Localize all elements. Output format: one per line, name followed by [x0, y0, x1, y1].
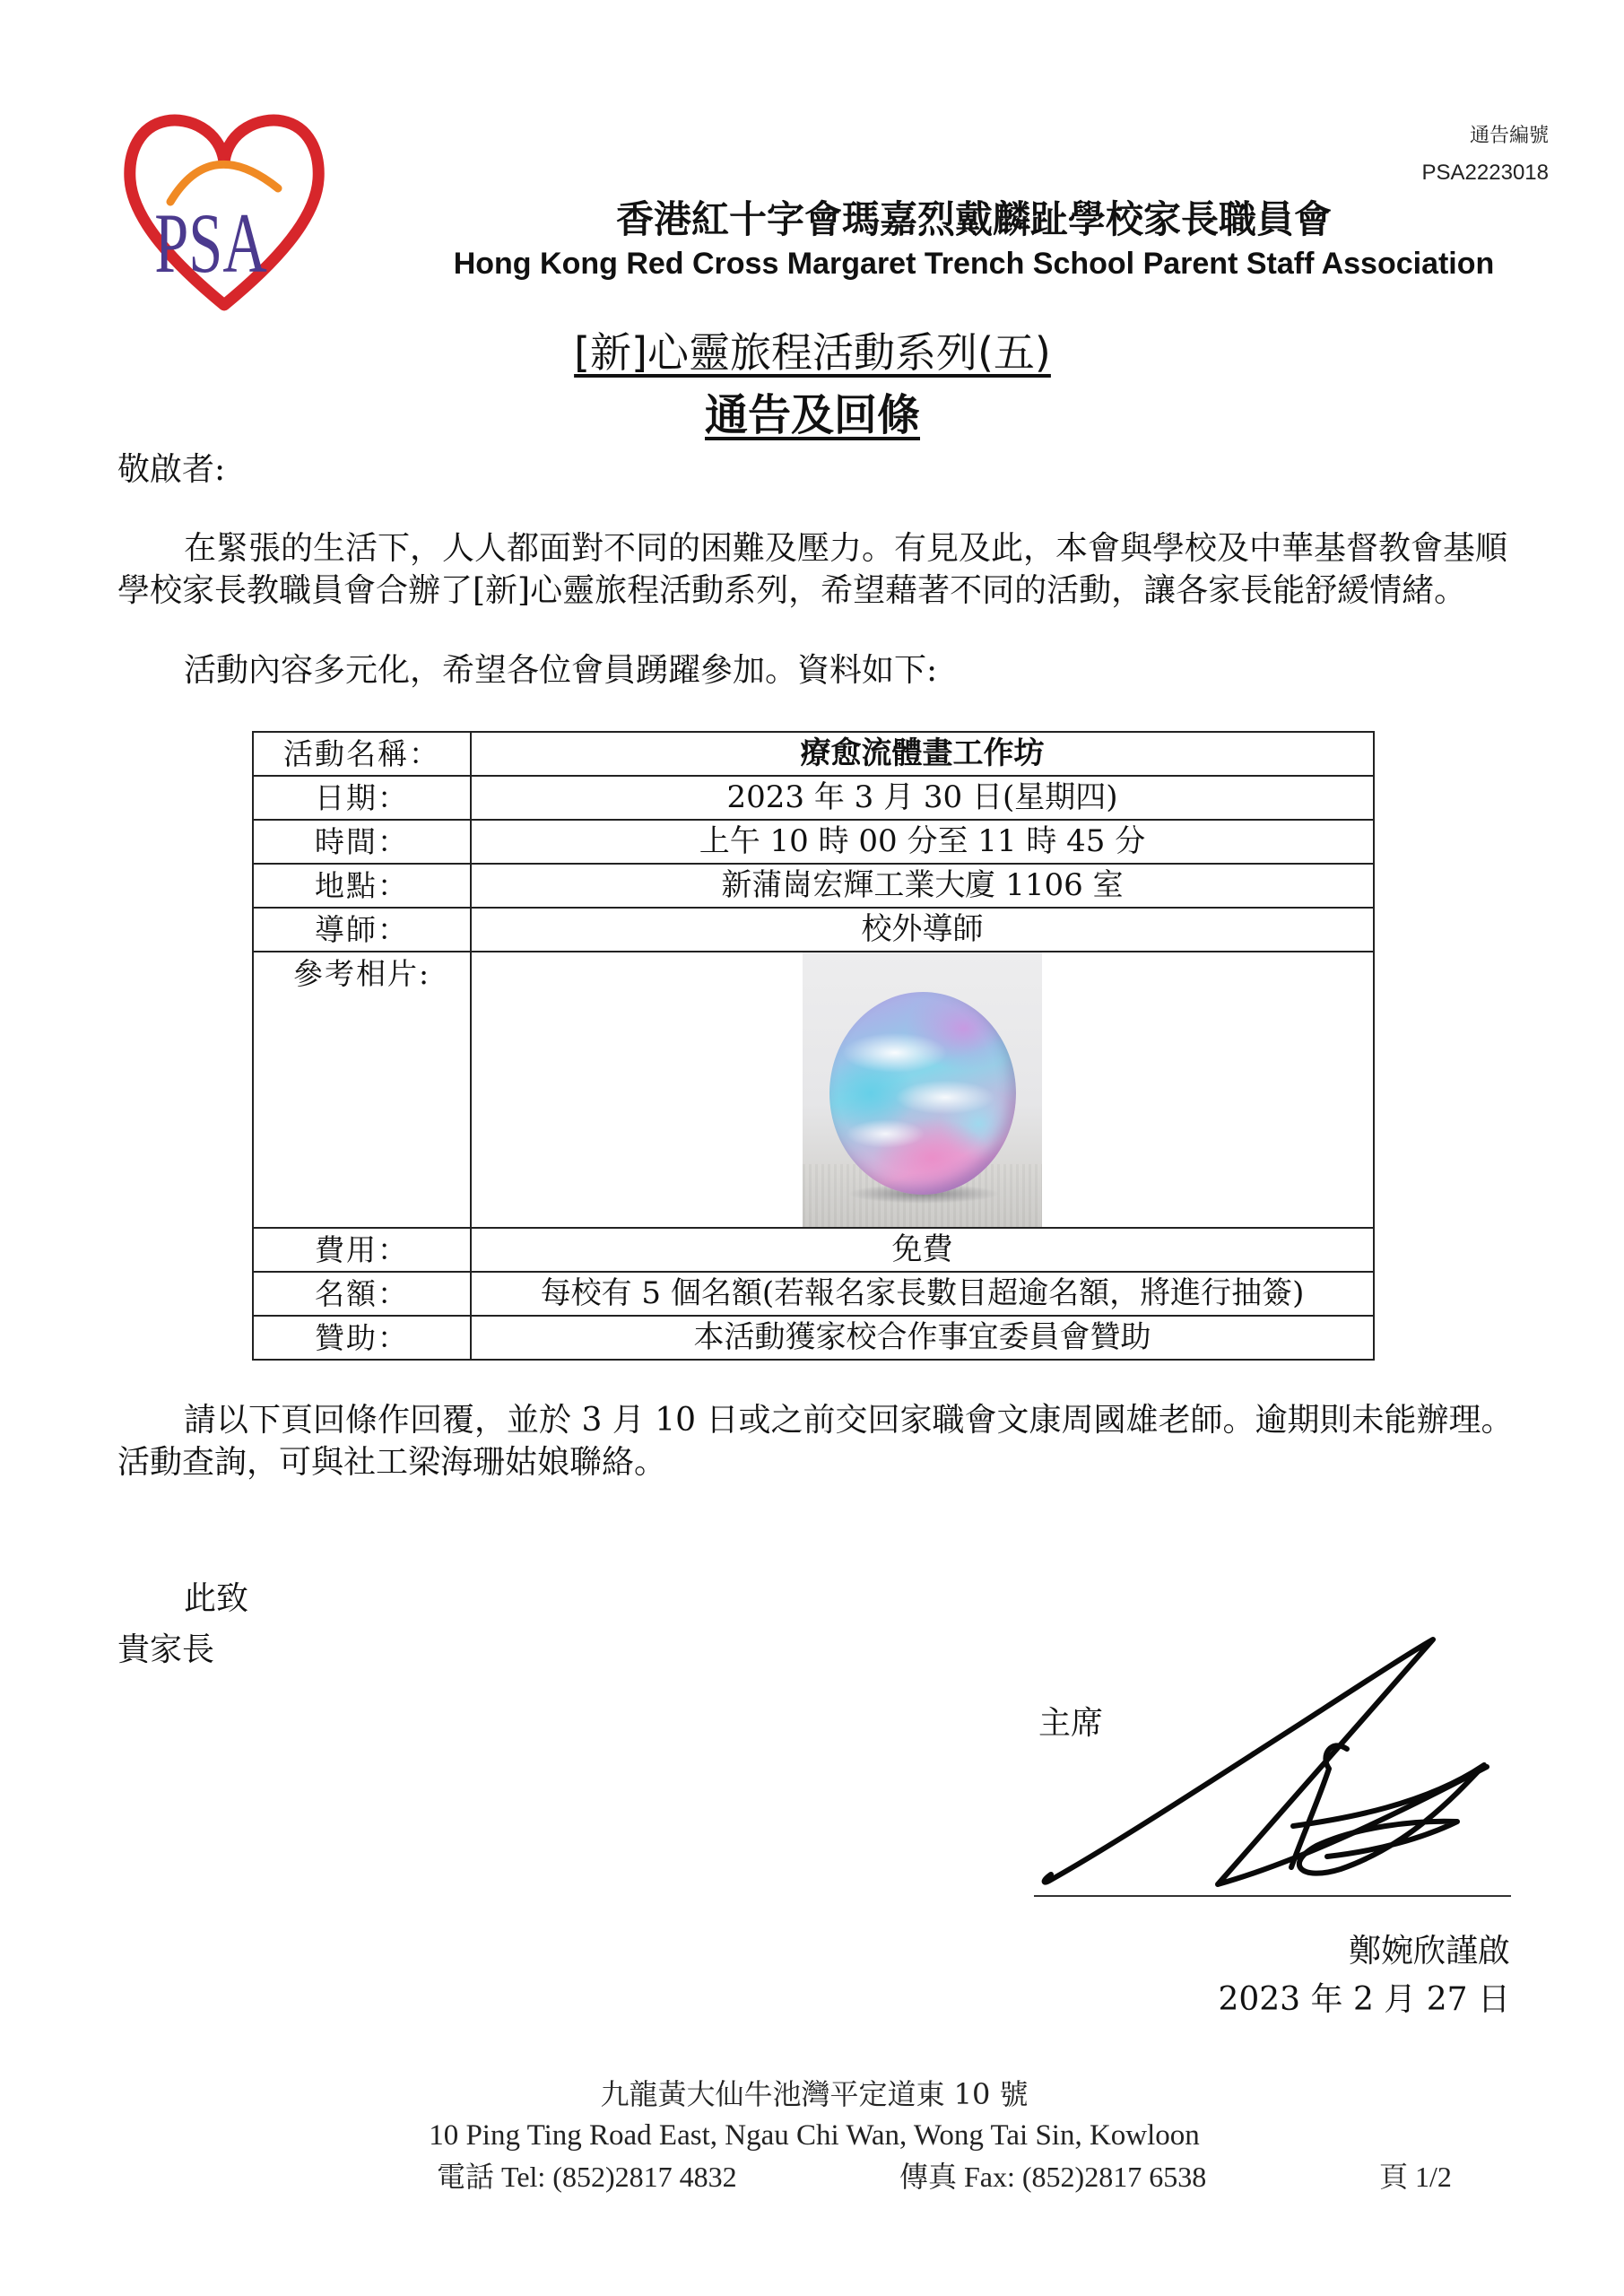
footer-fax: 傳真 Fax: (852)2817 6538: [899, 2161, 1207, 2193]
regards: 此致: [184, 1580, 249, 1617]
row-value: 療愈流體畫工作坊: [800, 735, 1045, 771]
table-row-fee: [254, 1229, 1373, 1273]
row-value: 本活動獲家校合作事宜委員會贊助: [693, 1319, 1151, 1355]
organization-name-en: Hong Kong Red Cross Margaret Trench School Parent Staff Association: [453, 247, 1495, 281]
paragraph-1-line-1: 在緊張的生活下，人人都面對不同的困難及壓力。有見及此，本會與學校及中華基督教會基順: [184, 530, 1508, 567]
table-row-activity-name: [254, 733, 1373, 777]
row-label: 日期：: [254, 777, 472, 819]
footer-address-en: 10 Ping Ting Road East, Ngau Chi Wan, Wong Tai Sin, Kowloon: [429, 2119, 1200, 2152]
row-label: 名額：: [254, 1273, 472, 1315]
document-type-title: [364, 390, 1261, 440]
notice-number: PSA2223018: [1421, 161, 1549, 185]
paragraph-2: 活動內容多元化，希望各位會員踴躍參加。資料如下:: [184, 652, 938, 689]
table-row-venue: [254, 865, 1373, 909]
handwritten-signature: [1031, 1614, 1515, 1901]
paragraph-1-line-2: 學校家長教職員會合辦了[新]心靈旅程活動系列，希望藉著不同的活動，讓各家長能舒緩情緒。: [117, 572, 1467, 609]
salutation: 敬啟者:: [117, 451, 226, 488]
logo-letters: PSA: [154, 196, 267, 291]
activity-table: [252, 731, 1375, 1361]
row-label: 導師：: [254, 909, 472, 951]
table-row-time: [254, 821, 1373, 865]
row-label: 參考相片:: [254, 952, 472, 1227]
table-row-quota: [254, 1273, 1373, 1317]
table-row-instructor: [254, 909, 1373, 952]
series-title-text: [新]心靈旅程活動系列(五): [574, 328, 1051, 377]
row-value: 新蒲崗宏輝工業大廈 1106 室: [721, 867, 1124, 903]
signer-name: 鄭婉欣謹啟: [1348, 1933, 1510, 1970]
table-row-date: [254, 777, 1373, 821]
enquiry-contact: 活動查詢，可與社工梁海珊姑娘聯絡。: [117, 1444, 667, 1481]
page-number: 頁 1/2: [1379, 2161, 1452, 2193]
series-title: [364, 328, 1261, 377]
issue-date: 2023 年 2 月 27 日: [1218, 1981, 1510, 2018]
signer-title: 主席: [1038, 1705, 1104, 1742]
table-row-reference-photo: [254, 952, 1373, 1229]
row-label: 活動名稱：: [254, 733, 472, 775]
row-value: 上午 10 時 00 分至 11 時 45 分: [699, 823, 1146, 859]
row-value: [472, 952, 1373, 1227]
row-label: 地點：: [254, 865, 472, 907]
organization-name-zh: 香港紅十字會瑪嘉烈戴麟趾學校家長職員會: [615, 197, 1332, 241]
reference-photo: [803, 952, 1042, 1227]
document-type-text: 通告及回條: [704, 390, 920, 440]
row-value: 免費: [891, 1231, 953, 1267]
row-label: 費用：: [254, 1229, 472, 1271]
row-value: 每校有 5 個名額(若報名家長數目超逾名額，將進行抽簽): [540, 1275, 1305, 1311]
psa-logo: [121, 112, 327, 314]
footer-telephone: 電話 Tel: (852)2817 4832: [437, 2161, 737, 2193]
signature-line: [1034, 1895, 1511, 1897]
table-row-sponsor: [254, 1317, 1373, 1359]
recipient: 貴家長: [117, 1631, 215, 1668]
row-label: 時間：: [254, 821, 472, 863]
row-label: 贊助：: [254, 1317, 472, 1359]
reply-instruction: 請以下頁回條作回覆，並於 3 月 10 日或之前交回家職會文康周國雄老師。逾期則未能辦理。: [184, 1402, 1514, 1439]
notice-number-label: 通告編號: [1469, 125, 1549, 147]
fluid-art-disc: [829, 992, 1016, 1195]
footer-address-zh: 九龍黃大仙牛池灣平定道東 10 號: [600, 2077, 1029, 2111]
row-value: 校外導師: [861, 911, 984, 947]
row-value: 2023 年 3 月 30 日(星期四): [726, 779, 1118, 815]
